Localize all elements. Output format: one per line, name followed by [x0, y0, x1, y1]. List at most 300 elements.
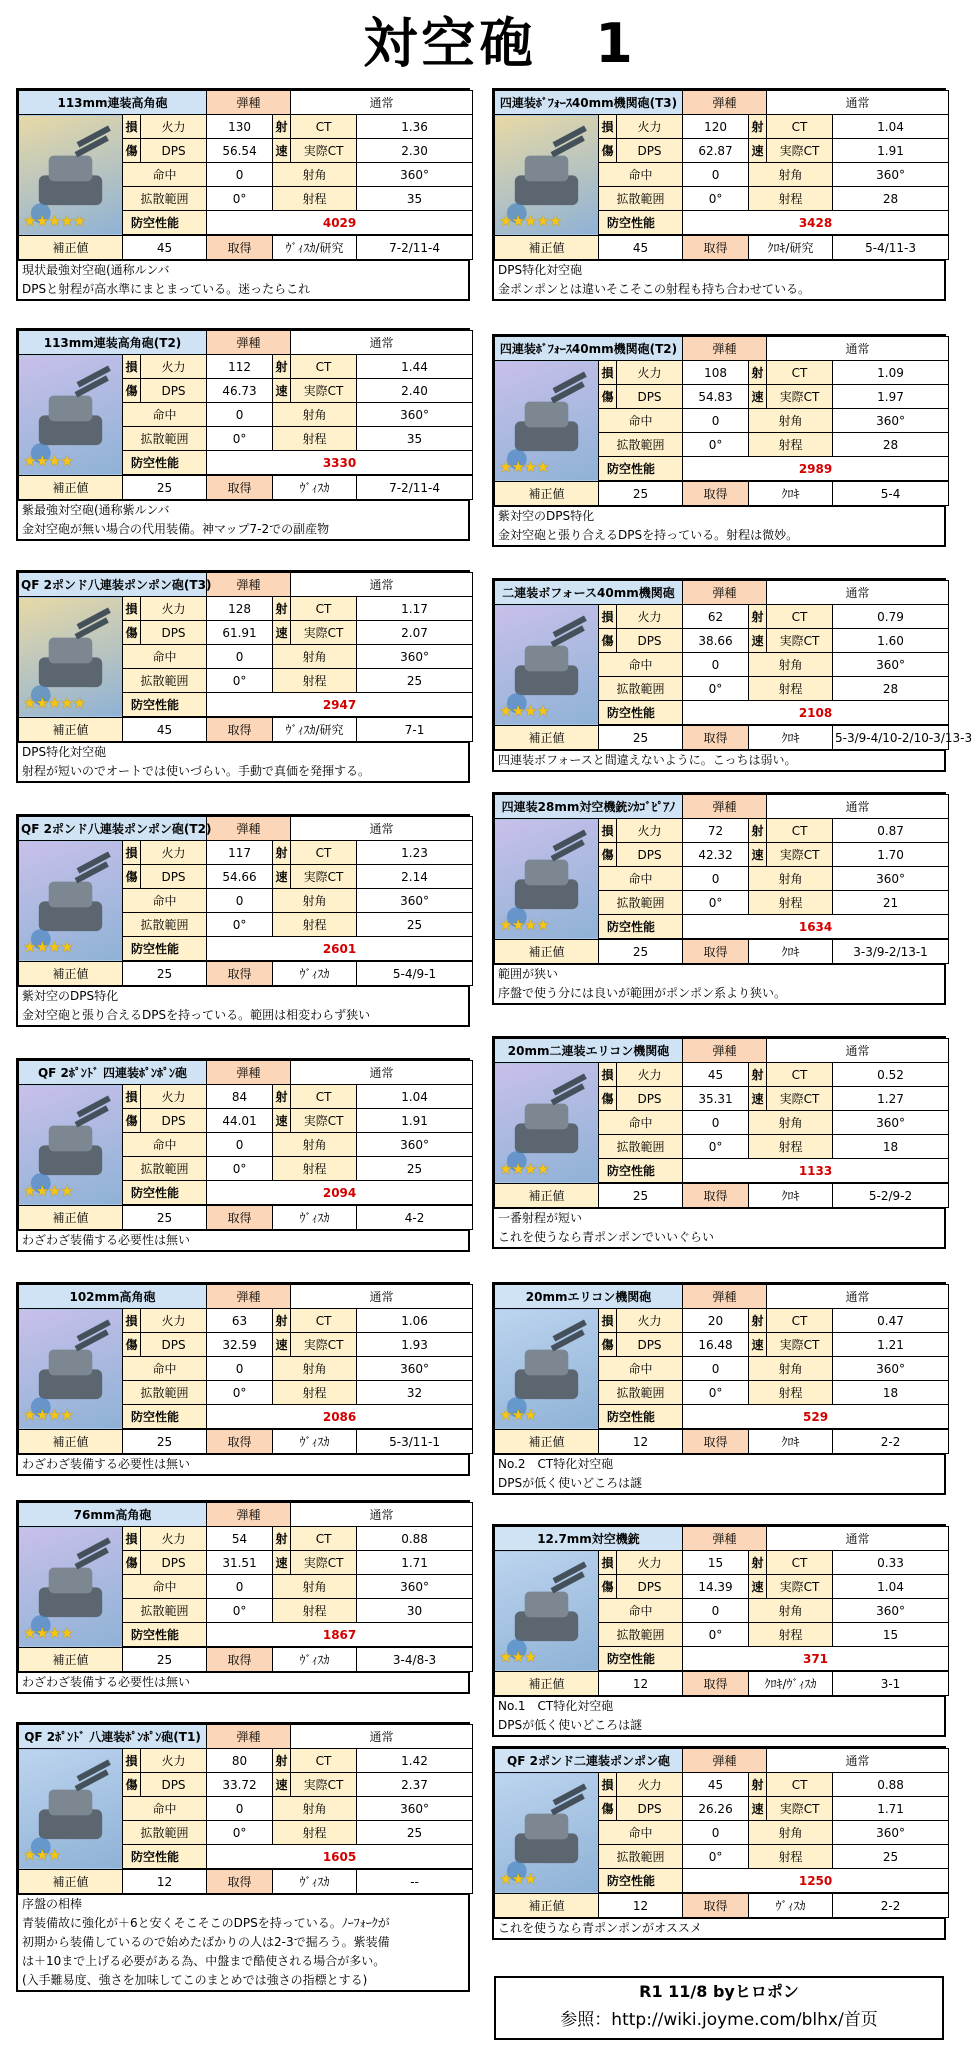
obtain-stage: 7-2/11-4 [357, 476, 473, 500]
angle-label: 射角 [273, 1357, 357, 1381]
obtain-source: ｸﾛｷ [749, 482, 833, 506]
ammo-value: 通常 [767, 1285, 949, 1309]
damage-label-1: 損 [123, 1085, 141, 1109]
note-line: 金対空砲が無い場合の代用装備。神マップ7-2での副産物 [22, 522, 330, 536]
angle-label: 射角 [749, 163, 833, 187]
angle-value: 360° [833, 1357, 949, 1381]
damage-label-2: 傷 [123, 865, 141, 889]
firepower-value: 130 [207, 115, 273, 139]
note-line: 範囲が狭い [498, 967, 559, 981]
note-line: 四連装ボフォースと間違えないように。こっちは弱い。 [498, 753, 797, 767]
firepower-label: 火力 [141, 1527, 207, 1551]
accuracy-value: 0 [683, 867, 749, 891]
correction-label: 補正値 [19, 962, 123, 986]
correction-label: 補正値 [19, 1648, 123, 1672]
dps-value: 54.83 [683, 385, 749, 409]
equipment-card [492, 578, 972, 772]
ct-value: 1.06 [357, 1309, 473, 1333]
spread-label: 拡散範囲 [123, 187, 207, 211]
speed-label: 速 [749, 385, 767, 409]
ct-value: 0.88 [357, 1527, 473, 1551]
damage-label-2: 傷 [599, 1087, 617, 1111]
dps-value: 62.87 [683, 139, 749, 163]
speed-label: 速 [749, 1797, 767, 1821]
ammo-label: 弾種 [207, 1285, 291, 1309]
dps-value: 56.54 [207, 139, 273, 163]
spread-value: 0° [207, 1599, 273, 1623]
real-ct-label: 実際CT [291, 379, 357, 403]
range-value: 18 [833, 1135, 949, 1159]
obtain-stage: 5-4/11-3 [833, 236, 949, 260]
damage-label-1: 損 [123, 597, 141, 621]
rarity-stars: ★★★ [23, 1846, 61, 1864]
accuracy-label: 命中 [599, 1599, 683, 1623]
obtain-stage: 3-4/8-3 [357, 1648, 473, 1672]
rarity-stars: ★★★ [499, 1406, 537, 1424]
note-line: 射程が短いのでオートでは使いづらい。手動で真価を発揮する。 [22, 764, 371, 778]
ct-label: CT [291, 1527, 357, 1551]
equipment-card [492, 1282, 946, 1495]
damage-label-2: 傷 [599, 843, 617, 867]
obtain-label: 取得 [207, 1870, 273, 1894]
angle-label: 射角 [749, 409, 833, 433]
firepower-label: 火力 [141, 597, 207, 621]
equipment-image [19, 1085, 123, 1206]
correction-value: 45 [599, 236, 683, 260]
equipment-card [492, 1036, 946, 1249]
ct-value: 0.47 [833, 1309, 949, 1333]
angle-value: 360° [357, 645, 473, 669]
obtain-source: ｸﾛｷ/ｳﾞｨｽｶ [749, 1672, 833, 1696]
range-value: 15 [833, 1623, 949, 1647]
dps-label: DPS [141, 379, 207, 403]
real-ct-value: 2.14 [357, 865, 473, 889]
spread-label: 拡散範囲 [123, 913, 207, 937]
real-ct-label: 実際CT [291, 621, 357, 645]
aa-performance-label: 防空性能 [123, 1623, 207, 1647]
firepower-value: 120 [683, 115, 749, 139]
damage-label-1: 損 [123, 1527, 141, 1551]
firepower-value: 45 [683, 1063, 749, 1087]
speed-label: 速 [273, 1773, 291, 1797]
spread-label: 拡散範囲 [123, 1381, 207, 1405]
note-line: これを使うなら青ポンポンがオススメ [498, 1921, 702, 1935]
ct-value: 0.52 [833, 1063, 949, 1087]
aa-performance-label: 防空性能 [599, 457, 683, 481]
obtain-stage: 4-2 [357, 1206, 473, 1230]
equipment-card [492, 1746, 946, 1940]
firepower-label: 火力 [617, 1773, 683, 1797]
angle-value: 360° [833, 163, 949, 187]
angle-label: 射角 [749, 1821, 833, 1845]
ammo-value: 通常 [291, 91, 473, 115]
real-ct-label: 実際CT [767, 1575, 833, 1599]
aa-performance-label: 防空性能 [599, 915, 683, 939]
obtain-source: ｳﾞｨｽｶ [273, 1648, 357, 1672]
equipment-name: 76mm高角砲 [19, 1503, 207, 1527]
aa-performance-value: 529 [683, 1405, 949, 1429]
real-ct-value: 1.91 [833, 139, 949, 163]
ct-label: CT [291, 355, 357, 379]
accuracy-label: 命中 [599, 163, 683, 187]
dps-label: DPS [141, 139, 207, 163]
firepower-label: 火力 [617, 1309, 683, 1333]
equipment-name: QF 2ﾎﾟﾝﾄﾞ 四連装ﾎﾟﾝﾎﾟﾝ砲 [19, 1061, 207, 1085]
ammo-label: 弾種 [207, 1061, 291, 1085]
obtain-source: ｳﾞｨｽｶ/研究 [273, 718, 357, 742]
obtain-label: 取得 [683, 726, 749, 750]
ct-label: CT [291, 597, 357, 621]
aa-performance-label: 防空性能 [599, 1647, 683, 1671]
speed-label: 速 [273, 1109, 291, 1133]
accuracy-label: 命中 [599, 1357, 683, 1381]
damage-label-2: 傷 [123, 139, 141, 163]
real-ct-label: 実際CT [291, 1333, 357, 1357]
obtain-label: 取得 [683, 940, 749, 964]
ammo-label: 弾種 [207, 331, 291, 355]
accuracy-value: 0 [207, 1575, 273, 1599]
notes [18, 742, 468, 781]
ct-value: 1.04 [833, 115, 949, 139]
spread-label: 拡散範囲 [599, 891, 683, 915]
equipment-card [16, 1722, 470, 1992]
range-value: 25 [357, 913, 473, 937]
ct-label: CT [767, 1551, 833, 1575]
notes [494, 964, 944, 1003]
accuracy-value: 0 [683, 1111, 749, 1135]
dps-value: 31.51 [207, 1551, 273, 1575]
notes [494, 1454, 944, 1493]
correction-value: 25 [123, 1648, 207, 1672]
correction-label: 補正値 [495, 1672, 599, 1696]
aa-performance-value: 371 [683, 1647, 949, 1671]
equipment-name: 113mm連装高角砲(T2) [19, 331, 207, 355]
ct-label: CT [291, 1085, 357, 1109]
note-line: これを使うなら青ポンポンでいいぐらい [498, 1230, 715, 1244]
angle-label: 射角 [273, 1575, 357, 1599]
spread-value: 0° [207, 187, 273, 211]
note-line: DPSが低く使いどころは謎 [498, 1718, 643, 1732]
spread-label: 拡散範囲 [123, 669, 207, 693]
damage-label-2: 傷 [123, 1333, 141, 1357]
range-value: 25 [833, 1845, 949, 1869]
real-ct-label: 実際CT [291, 139, 357, 163]
notes [494, 1208, 944, 1247]
ammo-label: 弾種 [683, 1749, 767, 1773]
firepower-value: 62 [683, 605, 749, 629]
ammo-value: 通常 [767, 1749, 949, 1773]
spread-value: 0° [207, 913, 273, 937]
obtain-stage: 3-3/9-2/13-1 [833, 940, 949, 964]
equipment-image [19, 597, 123, 718]
dps-value: 44.01 [207, 1109, 273, 1133]
correction-value: 25 [123, 476, 207, 500]
ct-value: 0.79 [833, 605, 949, 629]
dps-value: 61.91 [207, 621, 273, 645]
ct-value: 0.33 [833, 1551, 949, 1575]
spread-value: 0° [683, 187, 749, 211]
rarity-stars: ★★★★ [499, 458, 549, 476]
range-value: 28 [833, 433, 949, 457]
equipment-image [495, 819, 599, 940]
notes [18, 1230, 468, 1250]
damage-label-2: 傷 [599, 1575, 617, 1599]
real-ct-value: 1.70 [833, 843, 949, 867]
accuracy-label: 命中 [123, 403, 207, 427]
notes [18, 1672, 468, 1692]
equipment-image [495, 605, 599, 726]
dps-label: DPS [617, 1575, 683, 1599]
shoot-label: 射 [749, 605, 767, 629]
notes [18, 260, 468, 299]
damage-label-1: 損 [599, 819, 617, 843]
real-ct-label: 実際CT [767, 385, 833, 409]
aa-performance-value: 2086 [207, 1405, 473, 1429]
correction-value: 25 [599, 726, 683, 750]
real-ct-label: 実際CT [291, 1109, 357, 1133]
range-value: 30 [357, 1599, 473, 1623]
firepower-value: 84 [207, 1085, 273, 1109]
aa-performance-value: 2108 [683, 701, 949, 725]
accuracy-label: 命中 [123, 163, 207, 187]
dps-label: DPS [617, 629, 683, 653]
shoot-label: 射 [273, 355, 291, 379]
range-label: 射程 [749, 1623, 833, 1647]
angle-value: 360° [357, 1357, 473, 1381]
correction-label: 補正値 [495, 1184, 599, 1208]
notes [18, 986, 468, 1025]
rarity-stars: ★★★★ [499, 916, 549, 934]
note-line: (入手難易度、強さを加味してこのまとめでは強さの指標とする) [22, 1973, 368, 1987]
accuracy-label: 命中 [123, 645, 207, 669]
correction-label: 補正値 [19, 1206, 123, 1230]
spread-label: 拡散範囲 [599, 1381, 683, 1405]
range-value: 21 [833, 891, 949, 915]
spread-label: 拡散範囲 [123, 1157, 207, 1181]
firepower-value: 128 [207, 597, 273, 621]
angle-label: 射角 [749, 1599, 833, 1623]
ammo-label: 弾種 [683, 91, 767, 115]
spread-label: 拡散範囲 [599, 1623, 683, 1647]
angle-label: 射角 [273, 889, 357, 913]
ct-value: 1.36 [357, 115, 473, 139]
speed-label: 速 [749, 629, 767, 653]
spread-value: 0° [683, 891, 749, 915]
damage-label-1: 損 [123, 355, 141, 379]
aa-performance-label: 防空性能 [123, 451, 207, 475]
note-line: 金対空砲と張り合えるDPSを持っている。範囲は相変わらず狭い [22, 1008, 371, 1022]
ct-label: CT [767, 1309, 833, 1333]
dps-value: 42.32 [683, 843, 749, 867]
angle-value: 360° [833, 409, 949, 433]
note-line: DPS特化対空砲 [498, 263, 583, 277]
aa-performance-label: 防空性能 [123, 211, 207, 235]
firepower-value: 112 [207, 355, 273, 379]
obtain-stage: 7-1 [357, 718, 473, 742]
shoot-label: 射 [273, 1749, 291, 1773]
ammo-value: 通常 [767, 581, 949, 605]
obtain-source: ｳﾞｨｽｶ [273, 1870, 357, 1894]
correction-value: 12 [599, 1672, 683, 1696]
correction-value: 45 [123, 718, 207, 742]
range-value: 25 [357, 1157, 473, 1181]
range-label: 射程 [749, 433, 833, 457]
accuracy-value: 0 [683, 1357, 749, 1381]
dps-value: 38.66 [683, 629, 749, 653]
ammo-label: 弾種 [683, 1285, 767, 1309]
equipment-name: 20mmエリコン機関砲 [495, 1285, 683, 1309]
firepower-label: 火力 [141, 841, 207, 865]
spread-value: 0° [207, 1157, 273, 1181]
aa-performance-label: 防空性能 [599, 211, 683, 235]
real-ct-value: 1.71 [357, 1551, 473, 1575]
ammo-label: 弾種 [207, 573, 291, 597]
notes [18, 500, 468, 539]
ct-value: 1.04 [357, 1085, 473, 1109]
aa-performance-label: 防空性能 [599, 1869, 683, 1893]
real-ct-value: 1.91 [357, 1109, 473, 1133]
aa-performance-value: 2094 [207, 1181, 473, 1205]
ct-label: CT [291, 1309, 357, 1333]
note-line: 一番射程が短い [498, 1211, 583, 1225]
dps-label: DPS [617, 843, 683, 867]
obtain-label: 取得 [207, 718, 273, 742]
accuracy-label: 命中 [599, 409, 683, 433]
angle-label: 射角 [273, 403, 357, 427]
damage-label-1: 損 [123, 1309, 141, 1333]
speed-label: 速 [273, 1333, 291, 1357]
angle-label: 射角 [749, 1357, 833, 1381]
firepower-label: 火力 [141, 115, 207, 139]
note-line: DPSが低く使いどころは謎 [498, 1476, 643, 1490]
equipment-card [492, 88, 946, 301]
accuracy-label: 命中 [599, 653, 683, 677]
correction-value: 12 [599, 1894, 683, 1918]
range-value: 18 [833, 1381, 949, 1405]
firepower-value: 45 [683, 1773, 749, 1797]
equipment-name: 102mm高角砲 [19, 1285, 207, 1309]
equipment-image [19, 355, 123, 476]
aa-performance-value: 3330 [207, 451, 473, 475]
obtain-source: ｳﾞｨｽｶ [749, 1894, 833, 1918]
damage-label-1: 損 [599, 605, 617, 629]
obtain-source: ｸﾛｷ [749, 1430, 833, 1454]
ammo-value: 通常 [291, 1061, 473, 1085]
firepower-value: 108 [683, 361, 749, 385]
ammo-value: 通常 [291, 331, 473, 355]
equipment-card [16, 88, 470, 301]
range-label: 射程 [273, 1599, 357, 1623]
equipment-card [492, 792, 946, 1005]
real-ct-value: 2.07 [357, 621, 473, 645]
correction-label: 補正値 [495, 482, 599, 506]
equipment-name: 113mm連装高角砲 [19, 91, 207, 115]
spread-label: 拡散範囲 [599, 433, 683, 457]
range-value: 28 [833, 187, 949, 211]
obtain-source: ｸﾛｷ [749, 940, 833, 964]
spread-value: 0° [207, 669, 273, 693]
range-label: 射程 [273, 1157, 357, 1181]
shoot-label: 射 [273, 597, 291, 621]
damage-label-2: 傷 [123, 1551, 141, 1575]
correction-label: 補正値 [495, 726, 599, 750]
dps-value: 46.73 [207, 379, 273, 403]
correction-label: 補正値 [19, 236, 123, 260]
range-label: 射程 [749, 677, 833, 701]
firepower-label: 火力 [617, 1063, 683, 1087]
ammo-value: 通常 [291, 573, 473, 597]
obtain-label: 取得 [207, 1206, 273, 1230]
damage-label-1: 損 [599, 1063, 617, 1087]
obtain-label: 取得 [683, 1672, 749, 1696]
credit-box [494, 1976, 944, 2040]
real-ct-label: 実際CT [767, 843, 833, 867]
speed-label: 速 [749, 1333, 767, 1357]
obtain-source: ｸﾛｷ/研究 [749, 236, 833, 260]
aa-performance-label: 防空性能 [123, 1181, 207, 1205]
range-label: 射程 [749, 1135, 833, 1159]
angle-value: 360° [833, 1599, 949, 1623]
aa-performance-value: 2947 [207, 693, 473, 717]
shoot-label: 射 [749, 819, 767, 843]
accuracy-label: 命中 [123, 889, 207, 913]
real-ct-value: 1.71 [833, 1797, 949, 1821]
ammo-value: 通常 [291, 1503, 473, 1527]
real-ct-value: 1.93 [357, 1333, 473, 1357]
ct-value: 1.42 [357, 1749, 473, 1773]
ct-label: CT [767, 1773, 833, 1797]
aa-performance-label: 防空性能 [599, 701, 683, 725]
angle-value: 360° [357, 1133, 473, 1157]
damage-label-2: 傷 [599, 1333, 617, 1357]
spread-label: 拡散範囲 [123, 427, 207, 451]
dps-value: 33.72 [207, 1773, 273, 1797]
dps-label: DPS [617, 1087, 683, 1111]
equipment-card [16, 570, 470, 783]
range-label: 射程 [749, 1845, 833, 1869]
real-ct-value: 1.27 [833, 1087, 949, 1111]
damage-label-2: 傷 [123, 621, 141, 645]
dps-label: DPS [617, 385, 683, 409]
equipment-name: 四連装ﾎﾞﾌｫｰｽ40mm機関砲(T3) [495, 91, 683, 115]
rarity-stars: ★★★★ [23, 1406, 73, 1424]
damage-label-1: 損 [123, 1749, 141, 1773]
spread-value: 0° [683, 677, 749, 701]
real-ct-label: 実際CT [291, 1551, 357, 1575]
real-ct-value: 2.37 [357, 1773, 473, 1797]
obtain-stage: 5-4/9-1 [357, 962, 473, 986]
equipment-card [16, 328, 470, 541]
firepower-value: 54 [207, 1527, 273, 1551]
notes [494, 506, 944, 545]
notes [494, 1918, 944, 1938]
obtain-label: 取得 [207, 962, 273, 986]
equipment-name: QF 2ポンド八連装ポンポン砲(T3) [19, 573, 207, 597]
ammo-label: 弾種 [207, 1503, 291, 1527]
dps-label: DPS [141, 1773, 207, 1797]
aa-performance-value: 3428 [683, 211, 949, 235]
accuracy-value: 0 [207, 645, 273, 669]
correction-label: 補正値 [495, 1894, 599, 1918]
dps-label: DPS [141, 1551, 207, 1575]
ammo-label: 弾種 [683, 1039, 767, 1063]
dps-value: 16.48 [683, 1333, 749, 1357]
speed-label: 速 [273, 621, 291, 645]
accuracy-label: 命中 [123, 1133, 207, 1157]
obtain-label: 取得 [207, 1648, 273, 1672]
notes [494, 260, 944, 299]
equipment-image [19, 841, 123, 962]
